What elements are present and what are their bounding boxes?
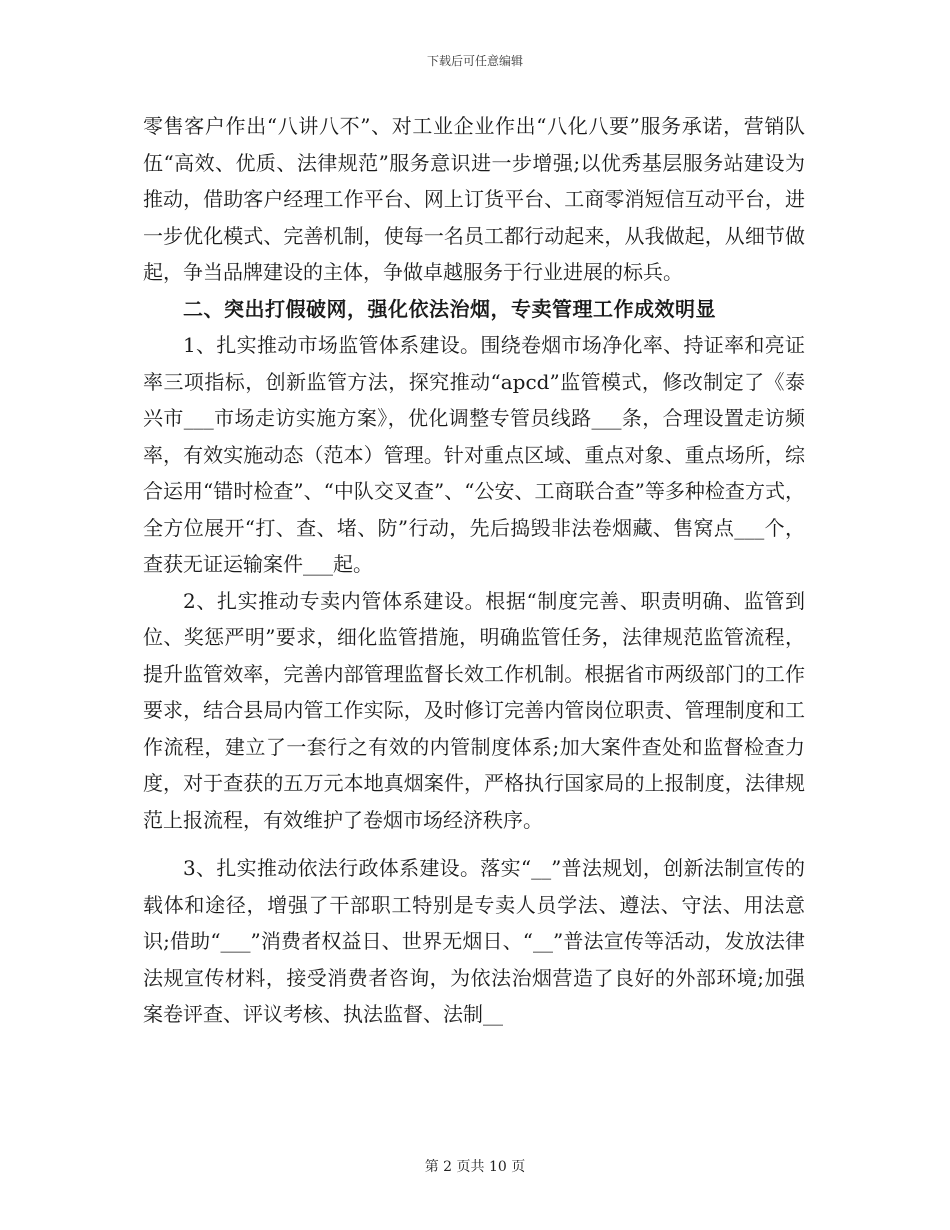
paragraph-legal-administration: 3、扎实推动依法行政体系建设。落实“__”普法规划，创新法制宣传的载体和途径，增强了干部职工特别是专卖人员学法、遵法、守法、用法意识;借助“___”消费者权益日、世界无烟日、“__”普法宣传等活动，发放法律法规宣传材料，接受消费者咨询，为依法治烟营造了良好的外部环境;加强案卷评查、评议考核、执法监督、法制__	[143, 856, 805, 1026]
page-header: 下载后可任意编辑	[426, 54, 523, 68]
paragraph-market-supervision: 1、扎实推动市场监管体系建设。围绕卷烟市场净化率、持证率和亮证率三项指标，创新监管方法，探究推动“apcd”监管模式，修改制定了《泰兴市___市场走访实施方案》，优化调整专管员线路___条，合理设置走访频率，有效实施动态（范本）管理。针对重点区域、重点对象、重点场所，综合运用“错时检查”、“中队交叉查”、“公安、工商联合查”等多种检查方式，全方位展开“打、查、堵、防”行动，先后捣毁非法卷烟藏、售窝点___个，查获无证运输案件___起。	[143, 333, 805, 576]
page-footer: 第 2 页共 10 页	[424, 1159, 526, 1175]
section-heading: 二、突出打假破网，强化依法治烟，专卖管理工作成效明显	[183, 296, 716, 321]
paragraph-internal-management: 2、扎实推动专卖内管体系建设。根据“制度完善、职责明确、监管到位、奖惩严明”要求，细化监管措施，明确监管任务，法律规范监管流程，提升监管效率，完善内部管理监督长效工作机制。根据省市两级部门的工作要求，结合县局内管工作实际，及时修订完善内管岗位职责、管理制度和工作流程，建立了一套行之有效的内管制度体系;加大案件查处和监督检查力度，对于查获的五万元本地真烟案件，严格执行国家局的上报制度，法律规范上报流程，有效维护了卷烟市场经济秩序。	[143, 588, 805, 832]
paragraph-continuation: 零售客户作出“八讲八不”、对工业企业作出“八化八要”服务承诺，营销队伍“高效、优质、法律规范”服务意识进一步增强;以优秀基层服务站建设为推动，借助客户经理工作平台、网上订货平台、工商零消短信互动平台，进一步优化模式、完善机制，使每一名员工都行动起来，从我做起，从细节做起，争当品牌建设的主体，争做卓越服务于行业进展的标兵。	[143, 114, 805, 284]
document-body	[143, 108, 805, 1033]
